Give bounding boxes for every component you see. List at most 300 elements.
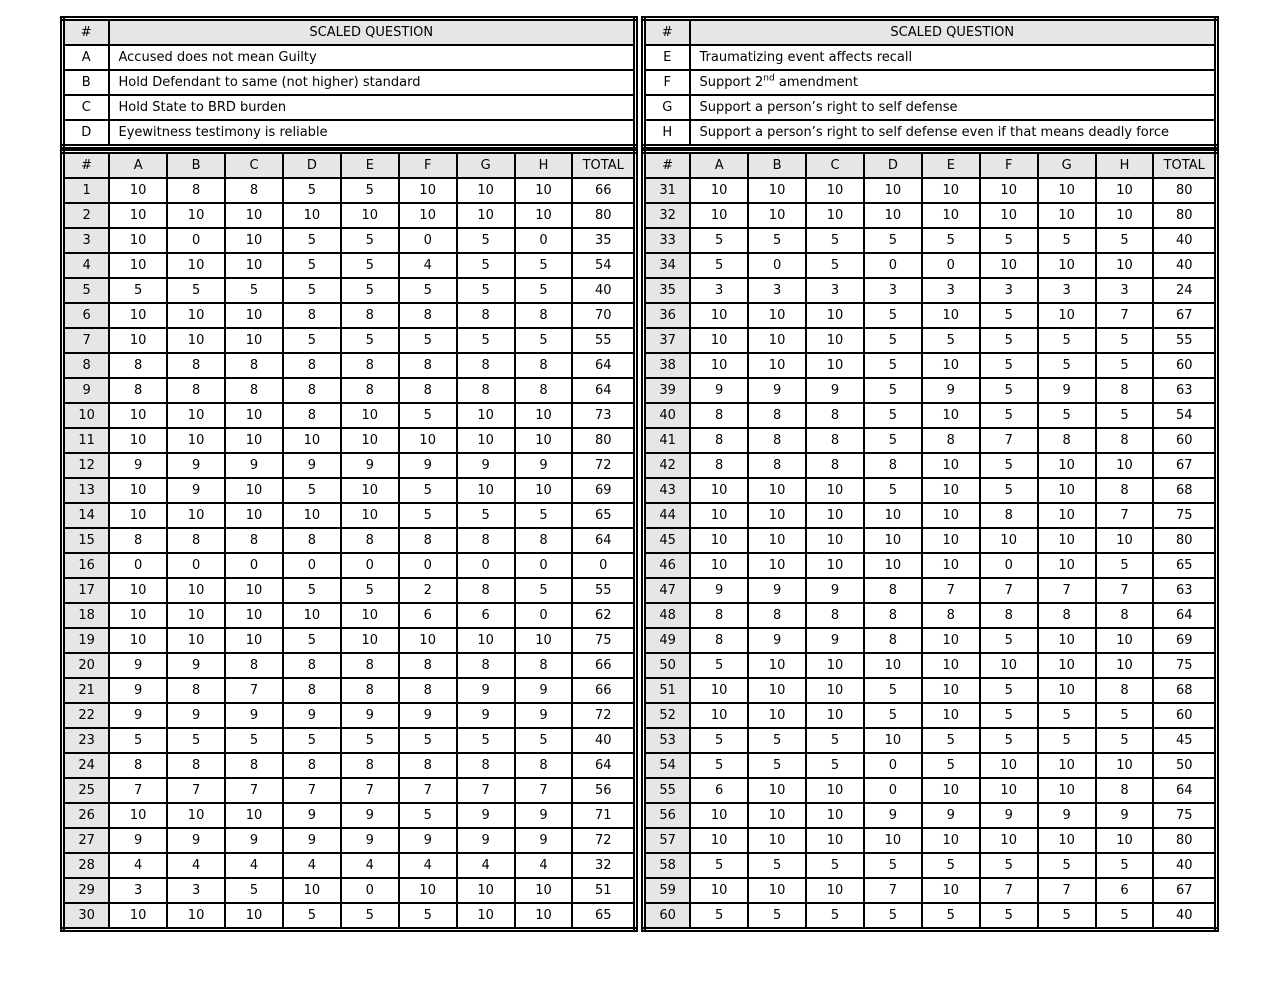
table-row xyxy=(644,228,1217,253)
score-cell-d: 8 xyxy=(283,403,341,428)
respondent-number: 30 xyxy=(63,903,110,930)
score-cell-e: 10 xyxy=(341,503,399,528)
score-cell-c: 10 xyxy=(806,303,864,328)
score-cell-f: 0 xyxy=(980,553,1038,578)
score-cell-f: 10 xyxy=(399,878,457,903)
score-cell-b: 10 xyxy=(748,653,806,678)
score-cell-b: 8 xyxy=(167,753,225,778)
score-cell-a: 10 xyxy=(690,353,748,378)
score-cell-d: 7 xyxy=(283,778,341,803)
score-cell-d: 5 xyxy=(283,253,341,278)
score-cell-c: 10 xyxy=(225,903,283,930)
score-cell-a: 0 xyxy=(109,553,167,578)
score-cell-h: 0 xyxy=(515,228,573,253)
table-row xyxy=(63,578,636,603)
score-cell-c: 5 xyxy=(806,903,864,930)
score-cell-d: 8 xyxy=(283,528,341,553)
score-cell-c: 9 xyxy=(225,703,283,728)
score-cell-d: 10 xyxy=(283,203,341,228)
score-cell-e: 3 xyxy=(922,278,980,303)
score-cell-a: 8 xyxy=(690,453,748,478)
score-cell-e: 10 xyxy=(341,478,399,503)
score-cell-b: 8 xyxy=(167,353,225,378)
score-cell-d: 9 xyxy=(283,703,341,728)
respondent-number: 48 xyxy=(644,603,691,628)
score-cell-d: 8 xyxy=(283,678,341,703)
score-cell-b: 10 xyxy=(167,603,225,628)
score-cell-e: 5 xyxy=(341,178,399,203)
respondent-number: 55 xyxy=(644,778,691,803)
table-row xyxy=(63,603,636,628)
score-cell-b: 10 xyxy=(748,303,806,328)
table-row xyxy=(644,753,1217,778)
score-cell-a: 10 xyxy=(109,578,167,603)
total-score: 70 xyxy=(572,303,635,328)
score-cell-e: 10 xyxy=(922,678,980,703)
score-cell-e: 10 xyxy=(922,303,980,328)
score-cell-g: 10 xyxy=(457,178,515,203)
total-score: 40 xyxy=(1153,228,1216,253)
score-cell-h: 10 xyxy=(515,403,573,428)
score-cell-f: 6 xyxy=(399,603,457,628)
respondent-number: 11 xyxy=(63,428,110,453)
score-cell-g: 10 xyxy=(1038,178,1096,203)
table-row xyxy=(63,453,636,478)
score-cell-c: 10 xyxy=(806,328,864,353)
score-cell-h: 5 xyxy=(1096,903,1154,930)
score-cell-h: 7 xyxy=(515,778,573,803)
score-cell-c: 10 xyxy=(806,528,864,553)
score-cell-c: 5 xyxy=(806,728,864,753)
table-row xyxy=(63,478,636,503)
respondent-number: 35 xyxy=(644,278,691,303)
score-cell-c: 5 xyxy=(806,228,864,253)
score-cell-d: 10 xyxy=(864,553,922,578)
respondent-number: 31 xyxy=(644,178,691,203)
score-cell-e: 10 xyxy=(922,203,980,228)
column-header-g: G xyxy=(1038,152,1096,179)
score-cell-f: 10 xyxy=(980,203,1038,228)
score-cell-e: 10 xyxy=(922,703,980,728)
score-cell-b: 10 xyxy=(167,628,225,653)
score-cell-f: 5 xyxy=(399,903,457,930)
score-cell-c: 10 xyxy=(806,553,864,578)
score-cell-h: 10 xyxy=(1096,203,1154,228)
table-row xyxy=(644,303,1217,328)
column-header-d: D xyxy=(283,152,341,179)
respondent-number: 28 xyxy=(63,853,110,878)
score-cell-d: 10 xyxy=(864,203,922,228)
question-row-D xyxy=(63,120,636,147)
score-cell-d: 10 xyxy=(864,178,922,203)
score-cell-f: 3 xyxy=(980,278,1038,303)
score-cell-f: 9 xyxy=(399,453,457,478)
score-cell-a: 10 xyxy=(690,478,748,503)
score-cell-h: 8 xyxy=(1096,478,1154,503)
score-cell-h: 6 xyxy=(1096,878,1154,903)
score-cell-e: 5 xyxy=(922,228,980,253)
score-cell-e: 5 xyxy=(341,228,399,253)
score-cell-d: 9 xyxy=(283,803,341,828)
score-cell-f: 0 xyxy=(399,553,457,578)
score-cell-e: 7 xyxy=(922,578,980,603)
score-cell-h: 5 xyxy=(1096,853,1154,878)
score-cell-d: 5 xyxy=(864,403,922,428)
score-cell-g: 8 xyxy=(457,753,515,778)
score-cell-g: 5 xyxy=(1038,353,1096,378)
score-cell-c: 8 xyxy=(225,353,283,378)
score-cell-g: 8 xyxy=(457,528,515,553)
score-cell-f: 9 xyxy=(399,828,457,853)
total-score: 60 xyxy=(1153,703,1216,728)
score-cell-a: 8 xyxy=(109,353,167,378)
score-cell-f: 5 xyxy=(399,478,457,503)
table-row xyxy=(644,203,1217,228)
respondent-number: 22 xyxy=(63,703,110,728)
respondent-number: 14 xyxy=(63,503,110,528)
question-row-H xyxy=(644,120,1217,147)
table-row xyxy=(63,903,636,930)
score-cell-b: 8 xyxy=(748,403,806,428)
respondent-number: 25 xyxy=(63,778,110,803)
score-cell-g: 10 xyxy=(1038,628,1096,653)
score-cell-e: 10 xyxy=(922,453,980,478)
score-cell-h: 10 xyxy=(1096,178,1154,203)
question-key-header-row xyxy=(63,19,636,46)
table-row xyxy=(644,403,1217,428)
scaled-question-header: SCALED QUESTION xyxy=(690,19,1217,46)
table-row xyxy=(644,378,1217,403)
score-cell-d: 8 xyxy=(864,603,922,628)
score-cell-a: 4 xyxy=(109,853,167,878)
score-cell-b: 10 xyxy=(748,828,806,853)
score-cell-a: 10 xyxy=(109,303,167,328)
score-cell-a: 5 xyxy=(690,903,748,930)
score-cell-h: 9 xyxy=(515,803,573,828)
score-cell-b: 10 xyxy=(748,503,806,528)
question-row-F xyxy=(644,70,1217,95)
score-cell-h: 10 xyxy=(515,878,573,903)
score-cell-h: 10 xyxy=(1096,753,1154,778)
respondent-number: 29 xyxy=(63,878,110,903)
respondent-number: 10 xyxy=(63,403,110,428)
score-cell-c: 10 xyxy=(225,403,283,428)
table-row xyxy=(644,428,1217,453)
score-cell-c: 0 xyxy=(225,553,283,578)
score-cell-e: 8 xyxy=(341,753,399,778)
question-row-G xyxy=(644,95,1217,120)
question-id: D xyxy=(63,120,109,147)
score-cell-f: 10 xyxy=(980,178,1038,203)
score-cell-h: 5 xyxy=(1096,403,1154,428)
score-cell-c: 8 xyxy=(225,378,283,403)
score-cell-g: 5 xyxy=(1038,403,1096,428)
score-cell-c: 10 xyxy=(225,328,283,353)
table-row xyxy=(644,678,1217,703)
score-cell-b: 8 xyxy=(748,603,806,628)
score-cell-g: 10 xyxy=(457,628,515,653)
total-score: 40 xyxy=(1153,253,1216,278)
respondent-number: 12 xyxy=(63,453,110,478)
table-row xyxy=(63,203,636,228)
score-cell-h: 3 xyxy=(1096,278,1154,303)
document-page xyxy=(60,16,1219,932)
score-cell-c: 5 xyxy=(225,278,283,303)
score-cell-e: 8 xyxy=(341,653,399,678)
score-cell-b: 9 xyxy=(167,703,225,728)
total-score: 40 xyxy=(572,278,635,303)
score-cell-b: 0 xyxy=(748,253,806,278)
scaled-question-header: SCALED QUESTION xyxy=(109,19,636,46)
score-cell-g: 10 xyxy=(457,478,515,503)
total-score: 80 xyxy=(572,428,635,453)
table-row xyxy=(644,503,1217,528)
total-score: 60 xyxy=(1153,353,1216,378)
score-cell-f: 10 xyxy=(980,253,1038,278)
score-cell-g: 8 xyxy=(457,653,515,678)
score-cell-f: 7 xyxy=(980,428,1038,453)
total-score: 67 xyxy=(1153,453,1216,478)
score-cell-c: 3 xyxy=(806,278,864,303)
score-cell-g: 8 xyxy=(1038,603,1096,628)
respondent-number: 38 xyxy=(644,353,691,378)
right-panel xyxy=(641,16,1219,932)
question-id: F xyxy=(644,70,690,95)
column-header-h: H xyxy=(515,152,573,179)
score-cell-a: 10 xyxy=(690,878,748,903)
score-cell-c: 10 xyxy=(806,878,864,903)
table-row xyxy=(644,778,1217,803)
score-cell-d: 10 xyxy=(283,428,341,453)
score-cell-b: 8 xyxy=(167,378,225,403)
respondent-number: 1 xyxy=(63,178,110,203)
respondent-number: 21 xyxy=(63,678,110,703)
score-cell-a: 5 xyxy=(690,853,748,878)
respondent-number: 33 xyxy=(644,228,691,253)
score-cell-e: 7 xyxy=(341,778,399,803)
table-row xyxy=(63,803,636,828)
score-cell-b: 5 xyxy=(748,228,806,253)
score-cell-f: 8 xyxy=(399,753,457,778)
score-cell-b: 10 xyxy=(748,703,806,728)
table-row xyxy=(63,553,636,578)
score-cell-g: 5 xyxy=(457,228,515,253)
column-header-f: F xyxy=(980,152,1038,179)
score-cell-h: 8 xyxy=(515,753,573,778)
table-row xyxy=(63,878,636,903)
score-cell-d: 7 xyxy=(864,878,922,903)
score-cell-e: 8 xyxy=(341,528,399,553)
score-cell-g: 8 xyxy=(457,378,515,403)
score-cell-e: 5 xyxy=(922,328,980,353)
score-cell-h: 5 xyxy=(1096,353,1154,378)
score-cell-f: 5 xyxy=(980,403,1038,428)
score-cell-b: 9 xyxy=(748,628,806,653)
score-cell-a: 5 xyxy=(690,753,748,778)
score-cell-a: 9 xyxy=(109,653,167,678)
score-cell-f: 5 xyxy=(980,378,1038,403)
respondent-number: 19 xyxy=(63,628,110,653)
score-cell-b: 10 xyxy=(748,528,806,553)
score-cell-g: 10 xyxy=(1038,453,1096,478)
score-cell-b: 4 xyxy=(167,853,225,878)
column-header-b: B xyxy=(167,152,225,179)
score-cell-g: 5 xyxy=(1038,703,1096,728)
score-cell-f: 5 xyxy=(980,353,1038,378)
score-cell-c: 10 xyxy=(225,628,283,653)
score-cell-b: 5 xyxy=(748,753,806,778)
score-cell-a: 10 xyxy=(109,328,167,353)
score-cell-c: 4 xyxy=(225,853,283,878)
score-cell-d: 10 xyxy=(283,878,341,903)
score-cell-f: 5 xyxy=(399,403,457,428)
score-cell-e: 5 xyxy=(922,903,980,930)
score-cell-c: 10 xyxy=(225,203,283,228)
score-cell-e: 10 xyxy=(341,403,399,428)
total-score: 69 xyxy=(572,478,635,503)
score-cell-d: 5 xyxy=(283,578,341,603)
score-cell-d: 0 xyxy=(283,553,341,578)
score-cell-h: 8 xyxy=(1096,603,1154,628)
score-cell-b: 10 xyxy=(167,203,225,228)
score-cell-e: 5 xyxy=(341,728,399,753)
score-cell-h: 10 xyxy=(1096,828,1154,853)
score-cell-b: 9 xyxy=(167,453,225,478)
score-cell-b: 8 xyxy=(748,428,806,453)
score-cell-f: 10 xyxy=(980,653,1038,678)
score-cell-f: 5 xyxy=(980,453,1038,478)
score-cell-d: 9 xyxy=(283,453,341,478)
score-cell-f: 8 xyxy=(399,528,457,553)
score-cell-c: 7 xyxy=(225,778,283,803)
score-cell-c: 10 xyxy=(806,203,864,228)
score-cell-g: 8 xyxy=(457,303,515,328)
total-score: 45 xyxy=(1153,728,1216,753)
score-cell-d: 10 xyxy=(864,828,922,853)
score-cell-h: 0 xyxy=(515,603,573,628)
score-cell-e: 8 xyxy=(341,353,399,378)
total-score: 24 xyxy=(1153,278,1216,303)
score-cell-c: 10 xyxy=(225,803,283,828)
respondent-number: 23 xyxy=(63,728,110,753)
score-cell-f: 8 xyxy=(399,353,457,378)
score-cell-a: 5 xyxy=(690,653,748,678)
score-cell-f: 9 xyxy=(980,803,1038,828)
column-header-a: A xyxy=(109,152,167,179)
question-text: Accused does not mean Guilty xyxy=(109,45,636,70)
score-cell-g: 9 xyxy=(457,803,515,828)
total-score: 40 xyxy=(1153,903,1216,930)
score-cell-c: 8 xyxy=(225,753,283,778)
score-cell-g: 10 xyxy=(457,903,515,930)
score-cell-f: 8 xyxy=(399,378,457,403)
total-score: 80 xyxy=(1153,528,1216,553)
respondent-number: 49 xyxy=(644,628,691,653)
score-cell-h: 8 xyxy=(515,528,573,553)
total-score: 65 xyxy=(1153,553,1216,578)
score-cell-b: 10 xyxy=(748,203,806,228)
score-cell-f: 7 xyxy=(980,578,1038,603)
score-cell-a: 8 xyxy=(109,378,167,403)
score-cell-b: 5 xyxy=(167,728,225,753)
table-row xyxy=(644,178,1217,203)
score-cell-a: 9 xyxy=(109,678,167,703)
score-cell-b: 5 xyxy=(748,903,806,930)
respondent-number: 13 xyxy=(63,478,110,503)
score-cell-d: 5 xyxy=(283,628,341,653)
score-cell-h: 10 xyxy=(515,203,573,228)
score-cell-b: 10 xyxy=(748,678,806,703)
score-cell-a: 9 xyxy=(109,703,167,728)
scores-header-row xyxy=(644,152,1217,179)
total-score: 35 xyxy=(572,228,635,253)
question-id: B xyxy=(63,70,109,95)
score-cell-f: 5 xyxy=(399,728,457,753)
score-cell-g: 5 xyxy=(1038,728,1096,753)
score-cell-a: 3 xyxy=(690,278,748,303)
score-cell-e: 10 xyxy=(922,478,980,503)
question-text: Hold Defendant to same (not higher) standard xyxy=(109,70,636,95)
total-score: 0 xyxy=(572,553,635,578)
score-cell-h: 9 xyxy=(515,453,573,478)
table-row xyxy=(644,653,1217,678)
total-score: 67 xyxy=(1153,878,1216,903)
score-cell-b: 10 xyxy=(167,403,225,428)
score-cell-e: 10 xyxy=(341,203,399,228)
score-cell-b: 8 xyxy=(167,178,225,203)
score-cell-a: 10 xyxy=(109,603,167,628)
score-cell-f: 8 xyxy=(399,653,457,678)
total-score: 64 xyxy=(1153,603,1216,628)
score-cell-f: 5 xyxy=(399,503,457,528)
column-header-b: B xyxy=(748,152,806,179)
column-header-f: F xyxy=(399,152,457,179)
score-cell-g: 9 xyxy=(1038,378,1096,403)
score-cell-a: 10 xyxy=(690,203,748,228)
score-cell-d: 5 xyxy=(864,428,922,453)
score-cell-h: 7 xyxy=(1096,303,1154,328)
respondent-number: 24 xyxy=(63,753,110,778)
score-cell-e: 10 xyxy=(341,603,399,628)
score-cell-b: 10 xyxy=(748,328,806,353)
score-cell-a: 10 xyxy=(690,503,748,528)
table-row xyxy=(644,628,1217,653)
score-cell-e: 0 xyxy=(341,553,399,578)
score-cell-a: 10 xyxy=(109,253,167,278)
score-cell-f: 5 xyxy=(980,328,1038,353)
score-cell-f: 10 xyxy=(980,778,1038,803)
score-cell-c: 10 xyxy=(806,353,864,378)
score-cell-c: 10 xyxy=(806,653,864,678)
score-cell-b: 10 xyxy=(748,353,806,378)
score-cell-g: 7 xyxy=(457,778,515,803)
respondent-number: 18 xyxy=(63,603,110,628)
respondent-number: 37 xyxy=(644,328,691,353)
score-cell-h: 5 xyxy=(1096,228,1154,253)
score-cell-h: 9 xyxy=(1096,803,1154,828)
question-id: E xyxy=(644,45,690,70)
score-cell-b: 10 xyxy=(167,328,225,353)
score-cell-c: 10 xyxy=(225,503,283,528)
score-cell-g: 8 xyxy=(457,353,515,378)
score-cell-d: 0 xyxy=(864,753,922,778)
score-cell-a: 3 xyxy=(109,878,167,903)
score-cell-g: 5 xyxy=(1038,328,1096,353)
total-score: 80 xyxy=(1153,828,1216,853)
score-cell-c: 9 xyxy=(225,453,283,478)
column-header-e: E xyxy=(341,152,399,179)
score-cell-f: 10 xyxy=(399,428,457,453)
